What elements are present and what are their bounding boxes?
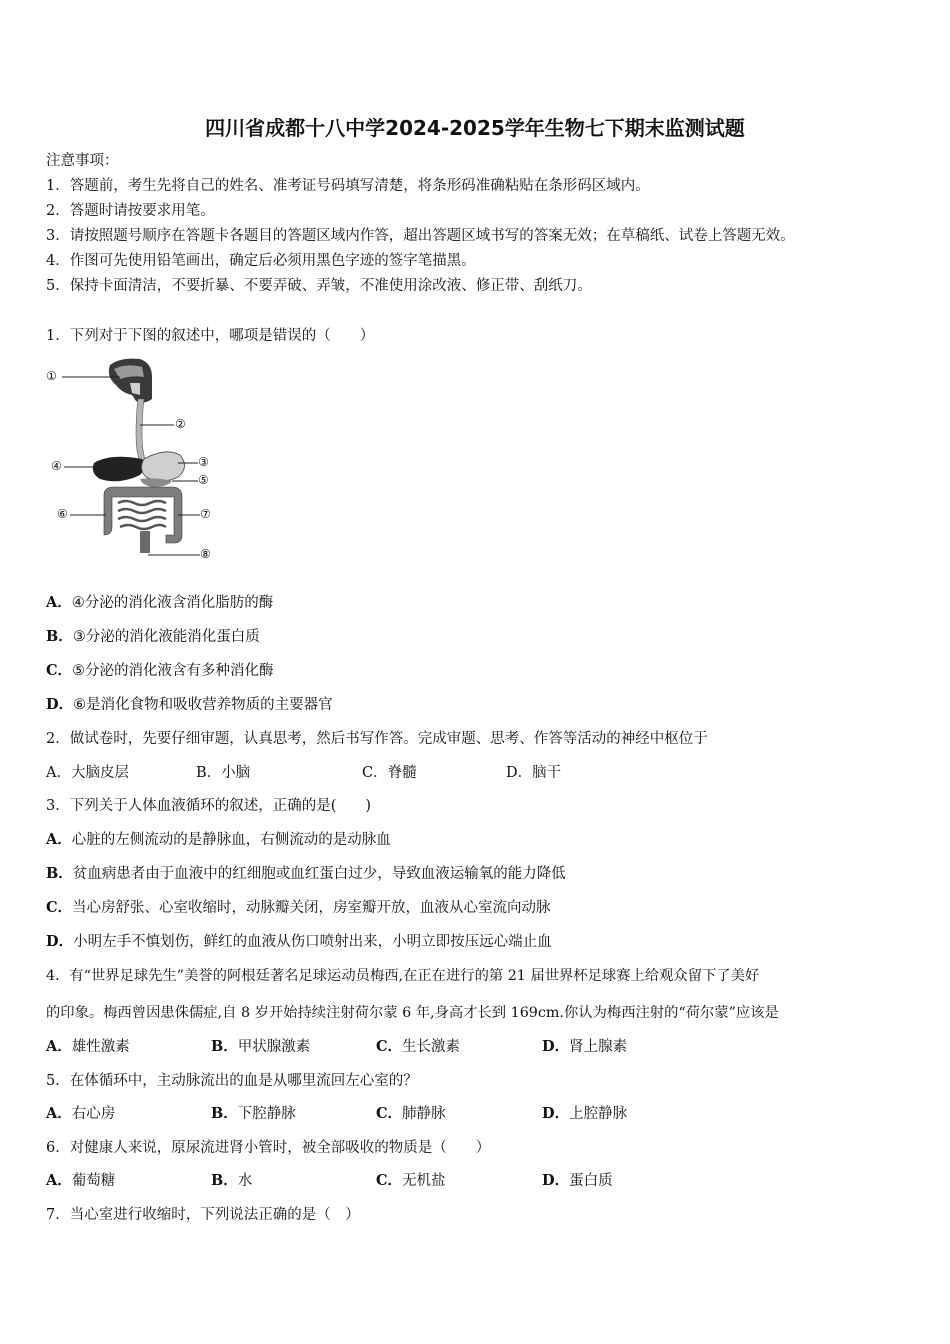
question-6-option-c[interactable]: C．无机盐 — [376, 1172, 446, 1189]
question-6-option-d[interactable]: D．蛋白质 — [542, 1172, 613, 1189]
figure-label-8: ⑧ — [200, 547, 211, 561]
question-1-option-c[interactable]: C．⑤分泌的消化液含有多种消化酶 — [46, 662, 274, 679]
question-3-option-a[interactable]: A．心脏的左侧流动的是静脉血，右侧流动的是动脉血 — [46, 831, 391, 848]
question-4-option-a[interactable]: A．雄性激素 — [46, 1038, 130, 1055]
question-3-option-c[interactable]: C．当心房舒张、心室收缩时，动脉瓣关闭，房室瓣开放，血液从心室流向动脉 — [46, 899, 551, 916]
figure-label-7: ⑦ — [200, 507, 211, 521]
question-2-option-a[interactable]: A．大脑皮层 — [46, 765, 129, 781]
question-6-stem: 6．对健康人来说，原尿流进肾小管时，被全部吸收的物质是（ ） — [46, 1140, 491, 1156]
question-4-stem-line-1: 4．有“世界足球先生”美誉的阿根廷著名足球运动员梅西,在正在进行的第 21 届世界杯足球赛上给观众留下了美好 — [46, 968, 760, 984]
figure-label-4: ④ — [51, 459, 62, 473]
question-1-option-b[interactable]: B．③分泌的消化液能消化蛋白质 — [46, 628, 260, 645]
notice-item-3: 3．请按照题号顺序在答题卡各题目的答题区域内作答，超出答题区域书写的答案无效；在草稿纸、试卷上答题无效。 — [46, 228, 795, 244]
question-7-stem: 7．当心室进行收缩时，下列说法正确的是（ ） — [46, 1207, 360, 1223]
question-6-option-a[interactable]: A．葡萄糖 — [46, 1172, 116, 1189]
question-1-stem: 1．下列对于下图的叙述中，哪项是错误的（ ） — [46, 328, 375, 344]
question-5-option-b[interactable]: B．下腔静脉 — [211, 1105, 296, 1122]
question-2-option-b[interactable]: B．小脑 — [196, 765, 251, 781]
notice-heading: 注意事项： — [46, 153, 119, 169]
notice-item-4: 4．作图可先使用铅笔画出，确定后必须用黑色字迹的签字笔描黑。 — [46, 253, 476, 269]
page-title: 四川省成都十八中学2024-2025学年生物七下期末监测试题 — [205, 116, 745, 140]
question-3-option-b[interactable]: B．贫血病患者由于血液中的红细胞或血红蛋白过少，导致血液运输氧的能力降低 — [46, 865, 566, 882]
question-5-stem: 5．在体循环中，主动脉流出的血是从哪里流回左心室的？ — [46, 1073, 418, 1089]
question-3-option-d[interactable]: D．小明左手不慎划伤，鲜红的血液从伤口喷射出来，小明立即按压远心端止血 — [46, 933, 552, 950]
figure-label-2: ② — [175, 417, 186, 431]
figure-label-1: ① — [46, 369, 57, 383]
question-1-option-a[interactable]: A．④分泌的消化液含消化脂肪的酶 — [46, 594, 274, 611]
figure-label-3: ③ — [198, 455, 209, 469]
question-4-stem-line-2: 的印象。梅西曾因患侏儒症,自 8 岁开始持续注射荷尔蒙 6 年,身高才长到 169cm.你认为梅西注射的“荷尔蒙”应该是 — [46, 1005, 779, 1021]
figure-label-5: ⑤ — [198, 473, 209, 487]
question-4-option-d[interactable]: D．肾上腺素 — [542, 1038, 628, 1055]
question-4-option-b[interactable]: B．甲状腺激素 — [211, 1038, 311, 1055]
notice-item-2: 2．答题时请按要求用笔。 — [46, 203, 215, 219]
question-5-option-c[interactable]: C．肺静脉 — [376, 1105, 446, 1122]
notice-item-5: 5．保持卡面清洁，不要折暴、不要弄破、弄皱，不准使用涂改液、修正带、刮纸刀。 — [46, 278, 592, 294]
question-1-option-d[interactable]: D．⑥是消化食物和吸收营养物质的主要器官 — [46, 696, 333, 713]
question-3-stem: 3．下列关于人体血液循环的叙述，正确的是( ) — [46, 798, 372, 814]
notice-item-1: 1．答题前，考生先将自己的姓名、准考证号码填写清楚，将条形码准确粘贴在条形码区域内。 — [46, 178, 650, 194]
question-5-option-a[interactable]: A．右心房 — [46, 1105, 116, 1122]
question-2-option-d[interactable]: D．脑干 — [506, 765, 562, 781]
question-2-option-c[interactable]: C．脊髓 — [362, 765, 417, 781]
question-4-option-c[interactable]: C．生长激素 — [376, 1038, 461, 1055]
figure-label-6: ⑥ — [57, 507, 68, 521]
question-2-stem: 2．做试卷时，先要仔细审题，认真思考，然后书写作答。完成审题、思考、作答等活动的神经中枢位于 — [46, 731, 708, 747]
digestive-system-figure — [40, 355, 230, 565]
question-5-option-d[interactable]: D．上腔静脉 — [542, 1105, 628, 1122]
question-6-option-b[interactable]: B．水 — [211, 1172, 253, 1189]
